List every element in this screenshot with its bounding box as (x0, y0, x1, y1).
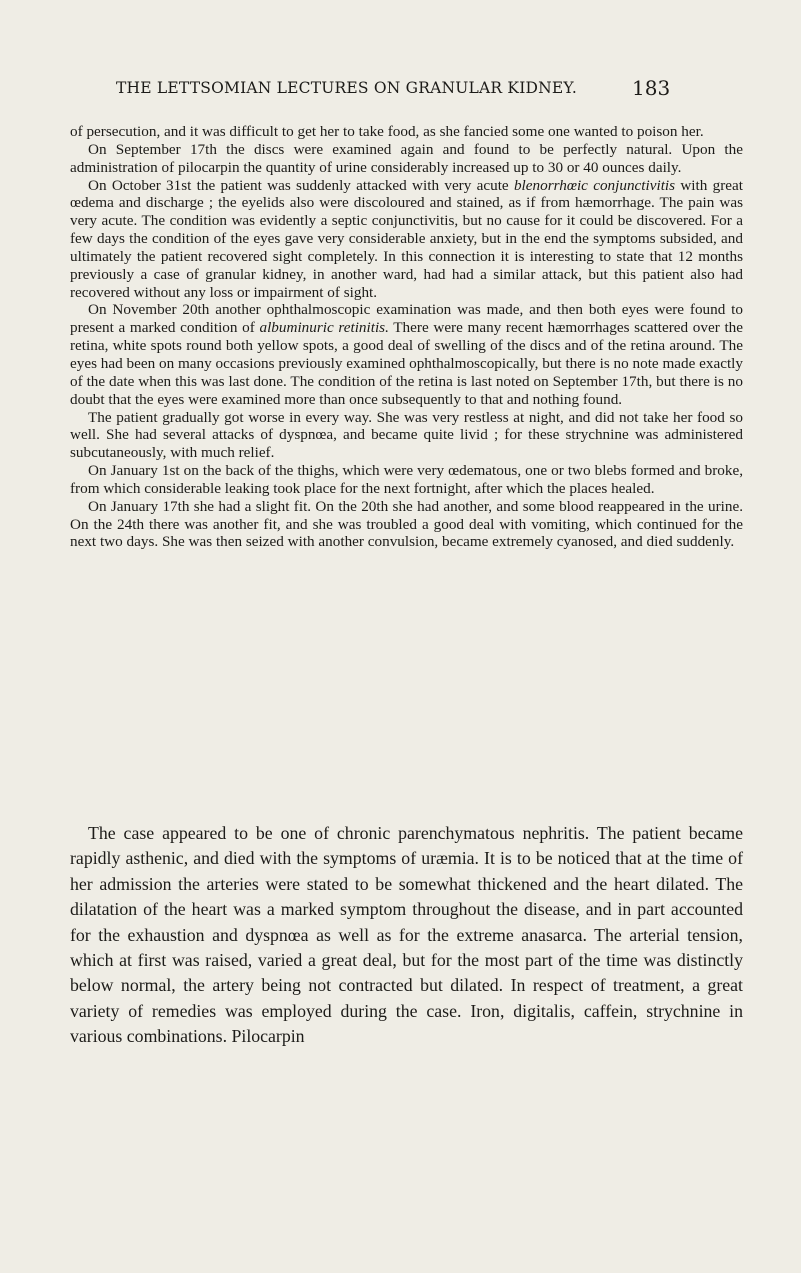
page-number: 183 (632, 76, 671, 100)
paragraph-september-17: On September 17th the discs were examined again and found to be perfectly natural. Upon the administration of pilocarpin the quantity of urine considerably increased up to 30 or 40 ounces daily. (70, 140, 743, 176)
paragraph-october-31 (70, 177, 743, 302)
paragraph-text: On November 20th another ophthalmoscopic examination was made, and then both eyes were found to present a marked condition of (70, 301, 743, 337)
paragraph-gradually-worse: The patient gradually got worse in every way. She was very restless at night, and did not take her food so well. She had several attacks of dyspnœa, and became quite livid ; for these strychnine was administered subcutaneously, with much relief. (70, 408, 743, 462)
paragraph-text: On October 31st the patient was suddenly attacked with very acute (88, 176, 514, 194)
paragraph-text: with great œdema and discharge ; the eyelids also were discoloured and stained, as if from hæmorrhage. The pain was very acute. The condition was evidently a septic conjunctivitis, but no cause for it could be discovered. For a few days the condition of the eyes gave very considerable anxiety, but in the end the symptoms subsided, and ultimately the patient recovered sight completely. In this connection it is interesting to state that 12 months previously a case of granular kidney, in another ward, had had a similar attack, but this patient also had recovered without any loss or impairment of sight. (70, 176, 743, 301)
commentary (70, 821, 743, 1050)
paragraph-text: There were many recent hæmorrhages scattered over the retina, white spots round both yellow spots, a good deal of swelling of the discs and of the retina around. The eyes had been on many occasions previously examined ophthalmoscopically, but there is no note made exactly of the date when this was last done. The condition of the retina is last noted on September 17th, but there is no doubt that the eyes were examined more than once subsequently to that and nothing found. (70, 319, 744, 408)
case-notes (70, 123, 743, 551)
paragraph-january-1: On January 1st on the back of the thighs, which were very œdematous, one or two blebs formed and broke, from which considerable leaking took place for the next fortnight, after which the places healed. (70, 462, 743, 497)
paragraph-commentary: The case appeared to be one of chronic parenchymatous nephritis. The patient became rapidly asthenic, and died with the symptoms of uræmia. It is to be noticed that at the time of her admission the arteries were stated to be somewhat thickened and the heart dilated. The dilatation of the heart was a marked symptom throughout the disease, and in part accounted for the exhaustion and dyspnœa as well as for the extreme anasarca. The arterial tension, which at first was raised, varied a great deal, but for the most part of the time was distinctly below normal, the artery being not contracted but dilated. In respect of treatment, a great variety of remedies was employed during the case. Iron, digitalis, caffein, strychnine in various combinations. Pilocarpin (70, 823, 743, 1047)
italic-term: albuminuric retinitis. (259, 319, 389, 337)
italic-term: blenorrhœic conjunctivitis (513, 176, 676, 194)
paragraph-persecution: of persecution, and it was difficult to get her to take food, as she fancied some one wanted to poison her. (70, 123, 704, 140)
paragraph-november-20 (70, 301, 743, 408)
running-title: THE LETTSOMIAN LECTURES ON GRANULAR KIDNEY. (116, 79, 577, 97)
page-header (0, 76, 801, 101)
paragraph-january-17: On January 17th she had a slight fit. On the 20th she had another, and some blood reappeared in the urine. On the 24th there was another fit, and she was troubled a good deal with vomiting, which continued for the next two days. She was then seized with another convulsion, became extremely cyanosed, and died suddenly. (70, 497, 743, 551)
